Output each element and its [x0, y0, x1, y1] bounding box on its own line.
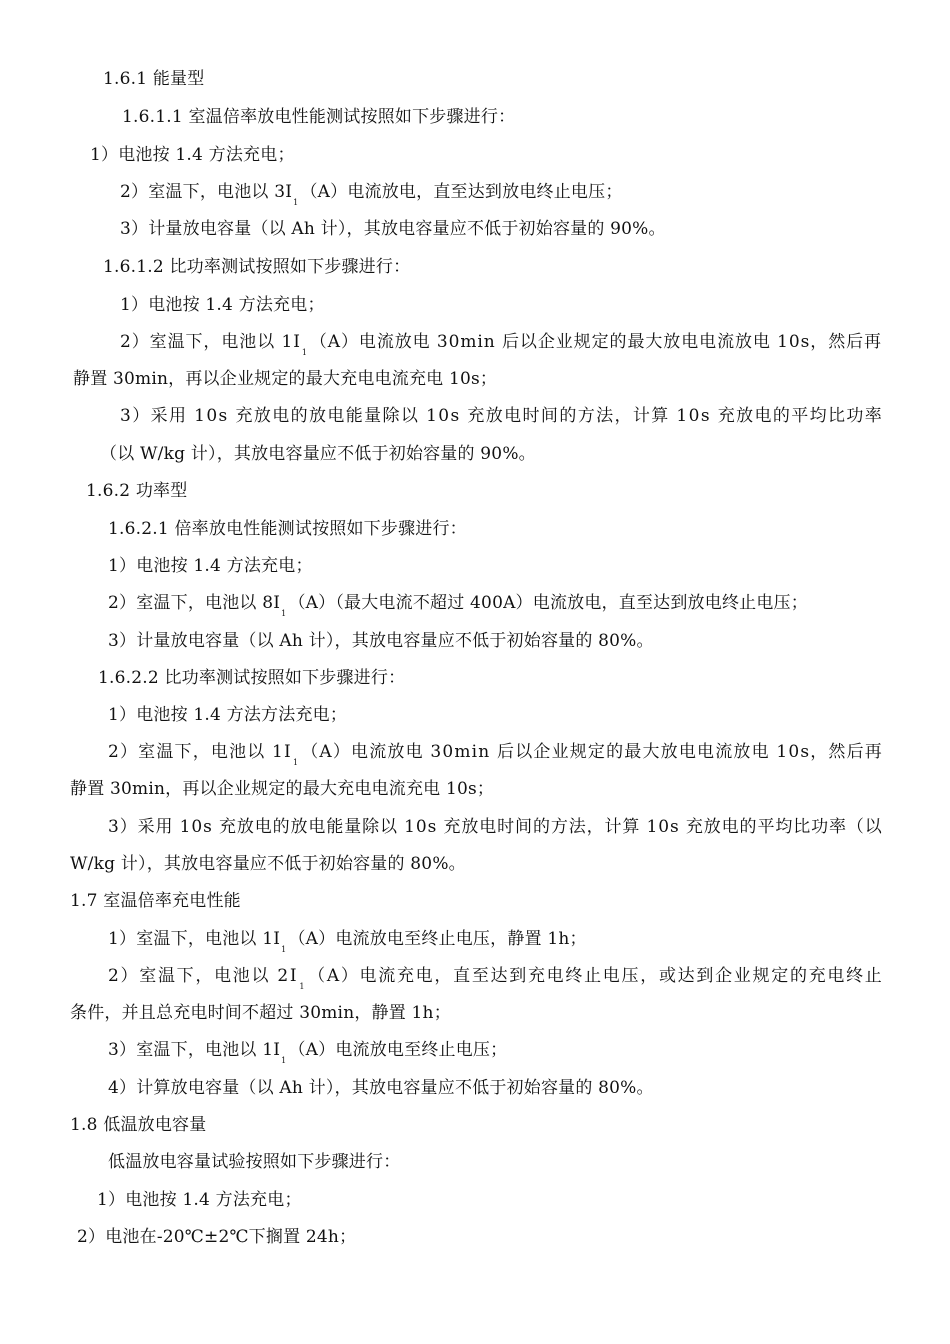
text-segment: 静置 30min，再以企业规定的最大充电电流充电 10s； [73, 369, 498, 389]
text-line [70, 890, 241, 912]
text-segment: （A）电流放电 30min 后以企业规定的最大放电电流放电 10s，然后再 [309, 332, 882, 352]
text-segment: （A）电流充电，直至达到充电终止电压，或达到企业规定的充电终止 [308, 966, 884, 986]
text-line [108, 592, 808, 617]
text-segment: 静置 30min，再以企业规定的最大充电电流充电 10s； [70, 779, 495, 799]
subscript: 1 [293, 198, 299, 207]
text-segment: 2）室温下，电池以 1I [108, 742, 292, 762]
text-line [120, 218, 666, 240]
text-segment: 1.7 室温倍率充电性能 [70, 891, 241, 911]
text-line [70, 778, 494, 800]
text-line [108, 816, 883, 838]
text-segment: 1）电池按 1.4 方法充电； [108, 556, 313, 576]
text-segment: 1）电池按 1.4 方法充电； [120, 295, 325, 315]
text-segment: （A）电流放电 30min 后以企业规定的最大放电电流放电 10s，然后再 [301, 742, 883, 762]
text-segment: （以 W/kg 计），其放电容量应不低于初始容量的 90%。 [100, 444, 536, 464]
text-segment: 2）室温下，电池以 1I [120, 332, 301, 352]
subscript: 1 [281, 945, 287, 954]
text-line [108, 704, 347, 726]
text-segment: 3）计量放电容量（以 Ah 计），其放电容量应不低于初始容量的 80%。 [108, 631, 654, 651]
text-line [70, 1114, 206, 1136]
text-segment: 3）计量放电容量（以 Ah 计），其放电容量应不低于初始容量的 90%。 [120, 219, 666, 239]
text-line [98, 667, 405, 689]
text-segment: 1.8 低温放电容量 [70, 1115, 207, 1135]
text-line [103, 256, 410, 278]
text-line [108, 630, 654, 652]
text-line [108, 1151, 400, 1173]
subscript: 1 [292, 758, 300, 767]
text-segment: 2）电池在-20℃±2℃下搁置 24h； [77, 1227, 357, 1247]
text-line [108, 1039, 507, 1064]
text-segment: 1）电池按 1.4 方法方法充电； [108, 705, 348, 725]
text-segment: 2）室温下，电池以 2I [108, 966, 299, 986]
text-line [86, 480, 187, 502]
text-segment: 3）采用 10s 充放电的放电能量除以 10s 充放电时间的方法，计算 10s 充放电的平均比功率（以 [108, 817, 883, 837]
text-line [120, 181, 623, 206]
text-line [103, 68, 204, 90]
text-segment: 3）采用 10s 充放电的放电能量除以 10s 充放电时间的方法，计算 10s 充放电的平均比功率 [120, 406, 884, 426]
text-segment: 1.6.2.2 比功率测试按照如下步骤进行： [98, 668, 406, 688]
text-line [70, 1002, 451, 1024]
text-segment: 1）室温下，电池以 1I [108, 929, 281, 949]
text-segment: 2）室温下，电池以 3I [120, 182, 293, 202]
text-segment: 1.6.1.1 室温倍率放电性能测试按照如下步骤进行： [122, 107, 516, 127]
text-line [120, 294, 325, 316]
subscript: 1 [301, 348, 308, 357]
text-line [70, 853, 466, 875]
text-segment: （A）电流放电至终止电压； [288, 1040, 508, 1060]
text-segment: 3）室温下，电池以 1I [108, 1040, 281, 1060]
text-segment: 1.6.2 功率型 [86, 481, 188, 501]
text-segment: （A）（最大电流不超过 400A）电流放电，直至达到放电终止电压； [288, 593, 808, 613]
text-segment: 1）电池按 1.4 方法充电； [97, 1190, 302, 1210]
text-line [73, 368, 497, 390]
text-segment: 低温放电容量试验按照如下步骤进行： [108, 1152, 401, 1172]
text-line [77, 1226, 356, 1248]
text-segment: W/kg 计），其放电容量应不低于初始容量的 80%。 [70, 854, 466, 874]
text-line [122, 106, 515, 128]
text-segment: 1.6.1 能量型 [103, 69, 205, 89]
text-line [90, 144, 295, 166]
text-line [100, 443, 536, 465]
text-segment: （A）电流放电，直至达到放电终止电压； [300, 182, 623, 202]
text-line [108, 741, 883, 766]
subscript: 1 [281, 1056, 287, 1065]
text-segment: 2）室温下，电池以 8I [108, 593, 281, 613]
text-segment: 1.6.2.1 倍率放电性能测试按照如下步骤进行： [108, 519, 467, 539]
subscript: 1 [299, 982, 307, 991]
text-line [97, 1189, 302, 1211]
text-line [108, 965, 884, 990]
text-line [108, 555, 313, 577]
text-line [108, 1077, 654, 1099]
text-line [120, 405, 883, 427]
text-line [120, 331, 882, 356]
text-line [108, 518, 467, 540]
text-segment: （A）电流放电至终止电压，静置 1h； [288, 929, 587, 949]
text-segment: 1.6.1.2 比功率测试按照如下步骤进行： [103, 257, 411, 277]
subscript: 1 [281, 609, 287, 618]
text-segment: 4）计算放电容量（以 Ah 计），其放电容量应不低于初始容量的 80%。 [108, 1078, 654, 1098]
text-line [108, 928, 587, 953]
text-segment: 条件，并且总充电时间不超过 30min，静置 1h； [70, 1003, 451, 1023]
text-segment: 1）电池按 1.4 方法充电； [90, 145, 295, 165]
